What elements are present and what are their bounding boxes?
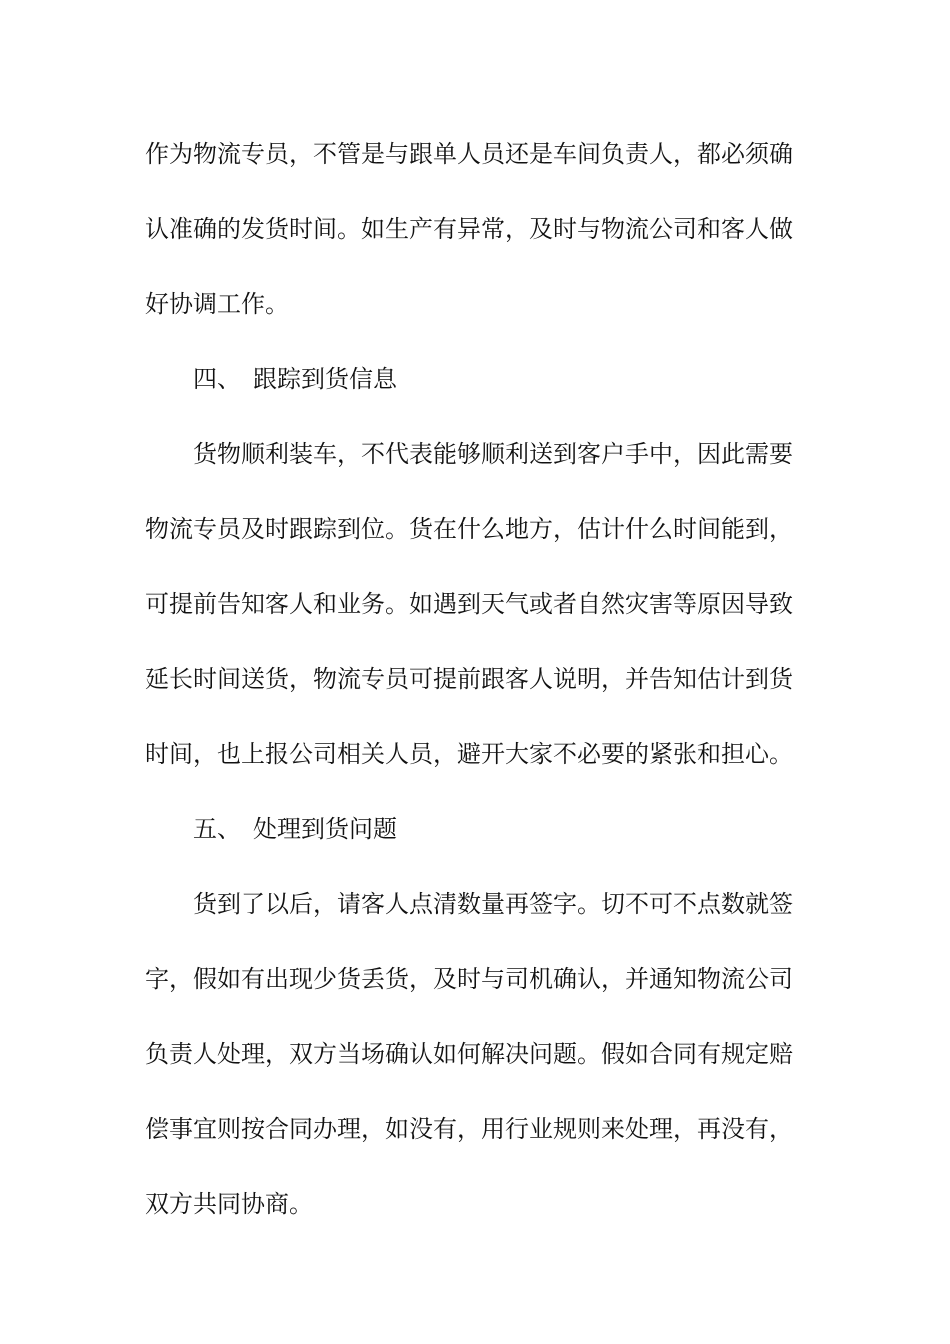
paragraph-line: 作为物流专员，不管是与跟单人员还是车间负责人，都必须确: [145, 140, 793, 168]
paragraph-line: 双方共同协商。: [145, 1190, 313, 1218]
paragraph-line: 字，假如有出现少货丢货，及时与司机确认，并通知物流公司: [145, 965, 793, 993]
paragraph-line: 偿事宜则按合同办理，如没有，用行业规则来处理，再没有，: [145, 1115, 793, 1143]
section-number: 四、: [193, 365, 241, 393]
paragraph-line: 可提前告知客人和业务。如遇到天气或者自然灾害等原因导致: [145, 590, 793, 618]
paragraph-line: 时间，也上报公司相关人员，避开大家不必要的紧张和担心。: [145, 740, 793, 768]
section-heading-4: [145, 355, 815, 430]
section-title: 处理到货问题: [253, 815, 397, 843]
paragraph-line: 货物顺利装车，不代表能够顺利送到客户手中，因此需要: [193, 440, 793, 468]
paragraph-line: 货到了以后，请客人点清数量再签字。切不可不点数就签: [193, 890, 793, 918]
section-number: 五、: [193, 815, 241, 843]
section-title: 跟踪到货信息: [253, 365, 397, 393]
paragraph-line: 物流专员及时跟踪到位。货在什么地方，估计什么时间能到，: [145, 515, 793, 543]
paragraph-line: 好协调工作。: [145, 290, 289, 318]
paragraph-line: 认准确的发货时间。如生产有异常，及时与物流公司和客人做: [145, 215, 793, 243]
section-heading-5: [145, 805, 815, 880]
paragraph-line: 负责人处理，双方当场确认如何解决问题。假如合同有规定赔: [145, 1040, 793, 1068]
document-body: [145, 130, 815, 1255]
paragraph-line: 延长时间送货，物流专员可提前跟客人说明，并告知估计到货: [145, 665, 793, 693]
